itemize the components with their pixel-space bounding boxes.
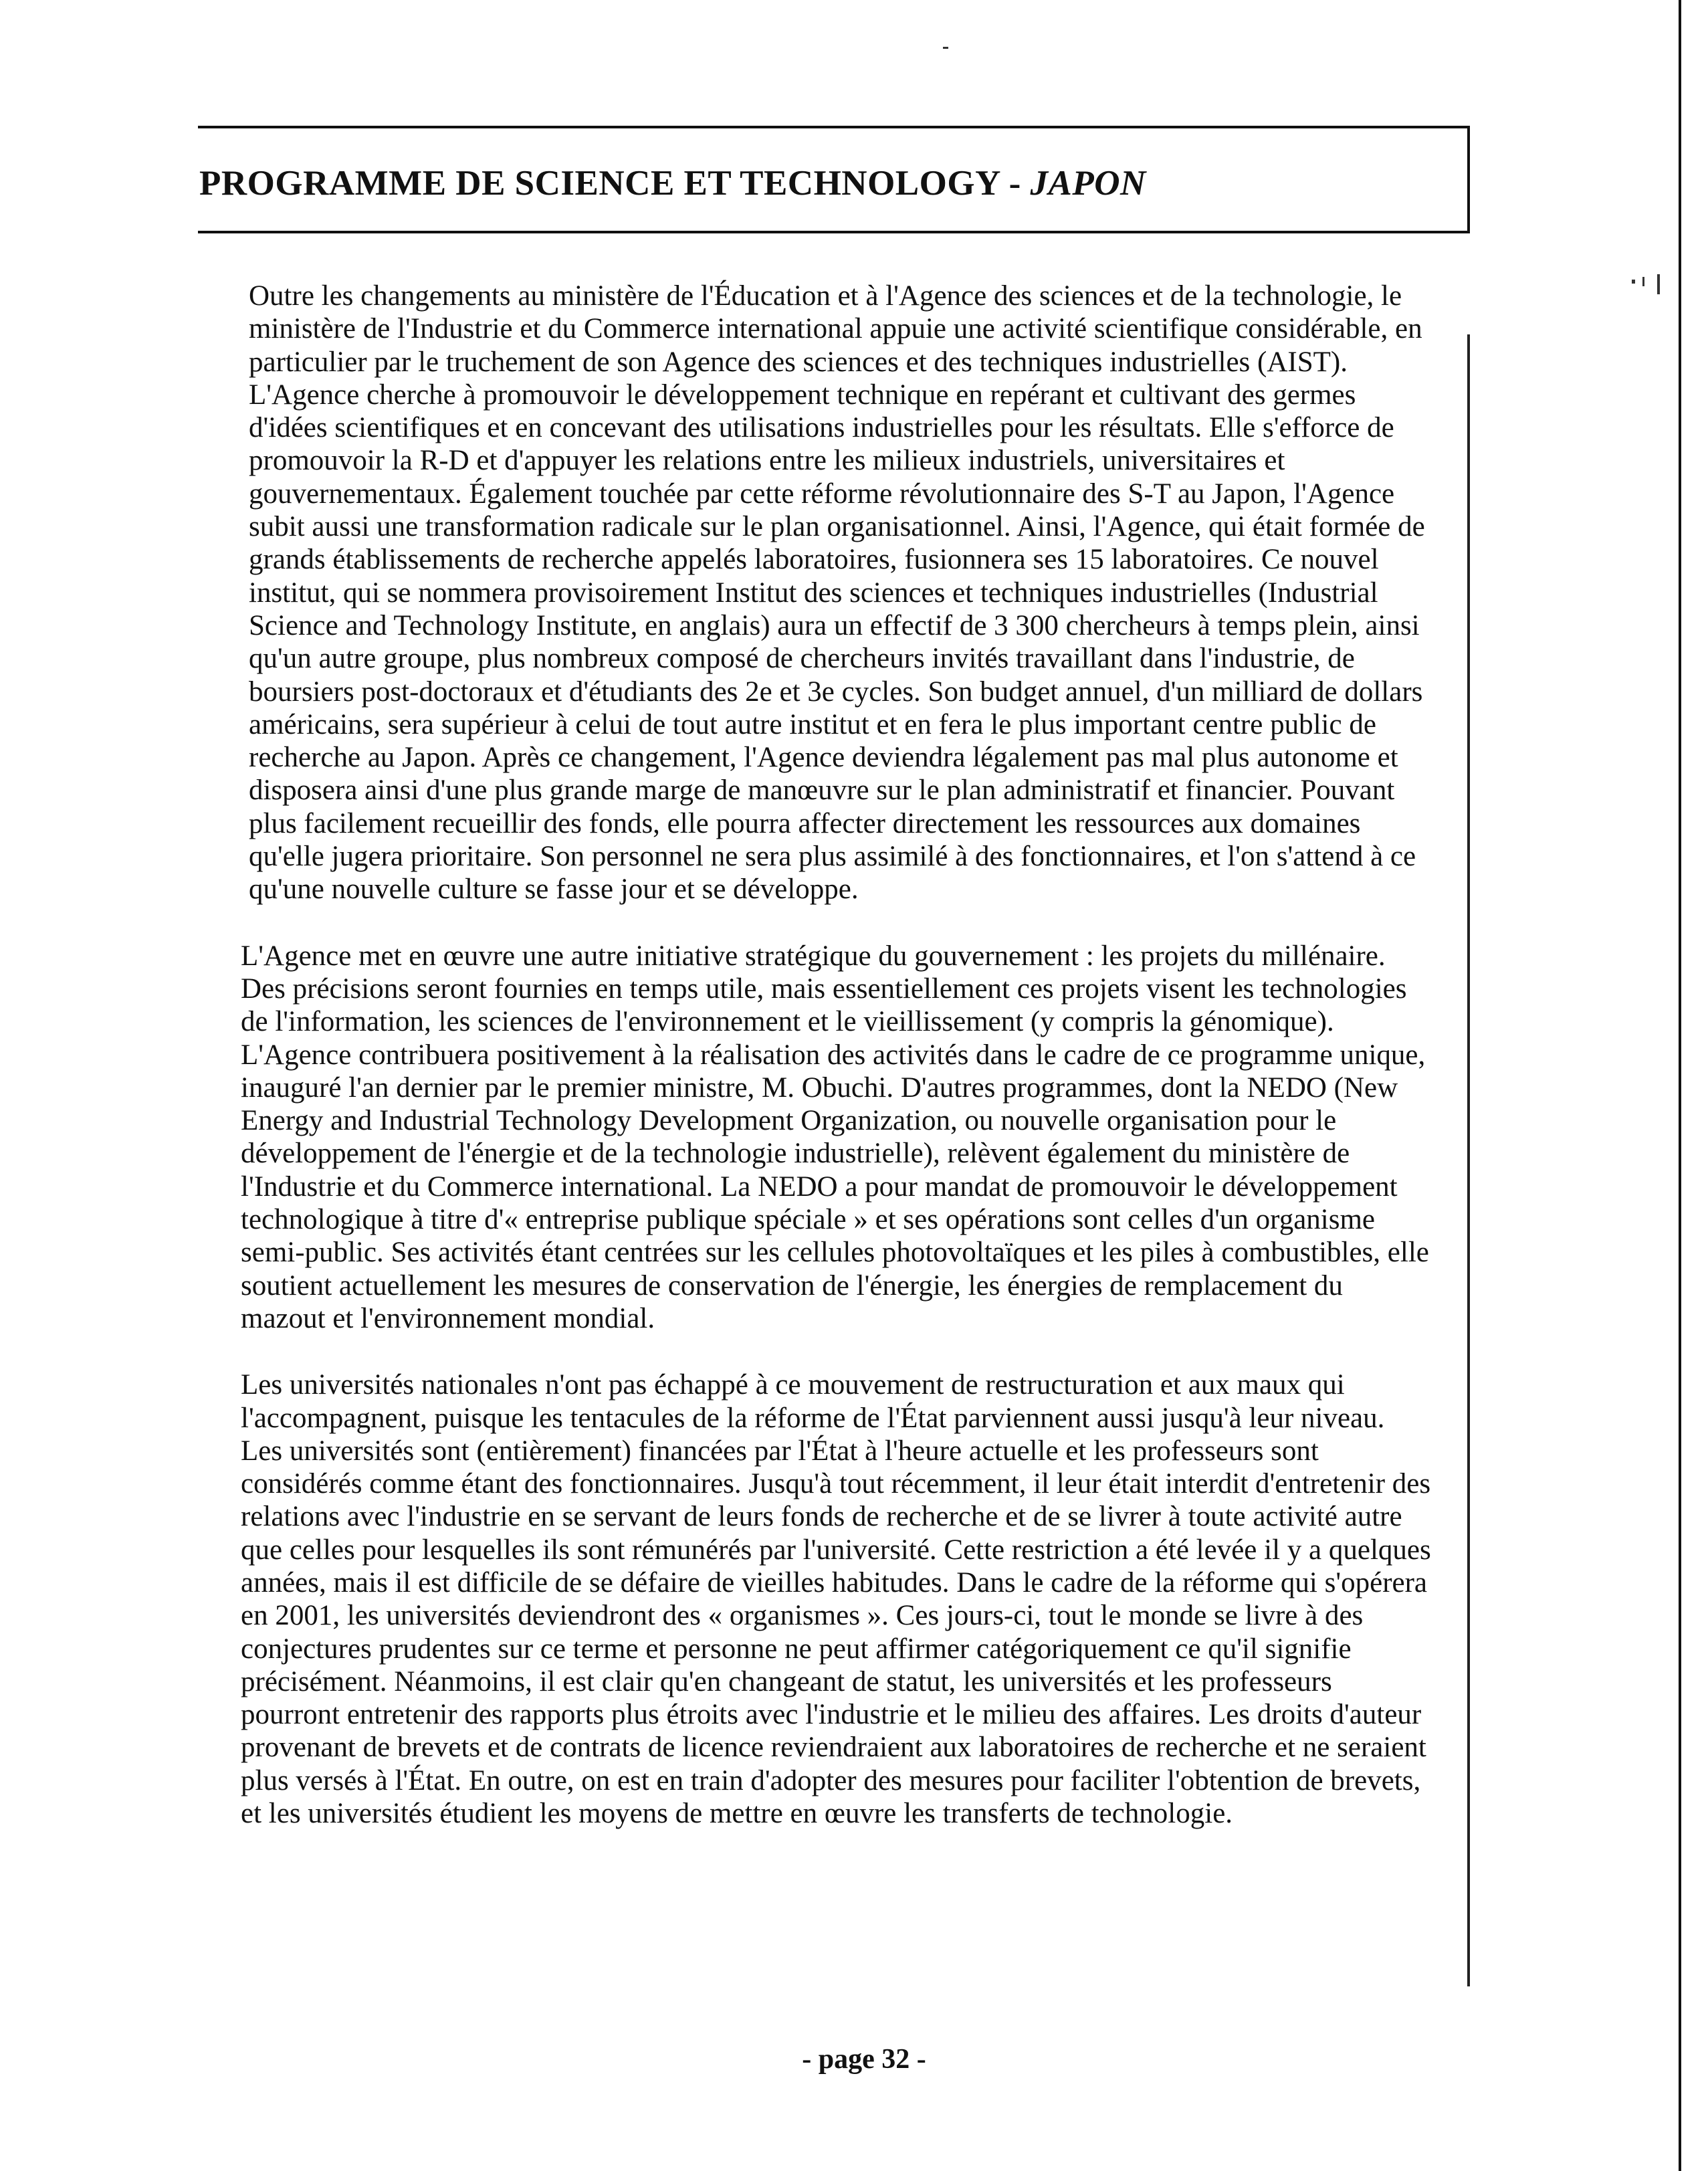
page-title-text: PROGRAMME DE SCIENCE ET TECHNOLOGY - xyxy=(199,164,1031,203)
page-title xyxy=(199,163,1146,203)
paragraph: Les universités nationales n'ont pas échappé à ce mouvement de restructuration et aux maux qui l'accompagnent, puisque les tentacules de la réforme de l'État parviennent aussi jusqu'à leur niveau. Les universités sont (entièrement) financées par l'État à l'heure actuelle et les professeurs sont considérés comme étant des fonctionnaires. Jusqu'à tout récemment, il leur était interdit d'entretenir des relations avec l'industrie en se servant de leurs fonds de recherche et de se livrer à toute activité autre que celles pour lesquelles ils sont rémunérés par l'université. Cette restriction a été levée il y a quelques années, mais il est difficile de se défaire de vieilles habitudes. Dans le cadre de la réforme qui s'opérera en 2001, les universités deviendront des « organismes ». Ces jours-ci, tout le monde se livre à des conjectures prudentes sur ce terme et personne ne peut affirmer catégoriquement ce qu'il signifie précisément. Néanmoins, il est clair qu'en changeant de statut, les universités et les professeurs pourront entretenir des rapports plus étroits avec l'industrie et le milieu des affaires. Les droits d'auteur provenant de brevets et de contrats de licence reviendraient aux laboratoires de recherche et ne seraient plus versés à l'État. En outre, on est en train d'adopter des mesures pour faciliter l'obtention de brevets, et les universités étudient les moyens de mettre en œuvre les transferts de technologie. xyxy=(241,1369,1431,1830)
scan-edge-line xyxy=(1679,0,1681,2171)
page-title-country: JAPON xyxy=(1030,164,1146,203)
header-rule-bottom xyxy=(198,231,1470,233)
header-rule-right xyxy=(1467,126,1470,233)
page-number: - page 32 - xyxy=(802,2044,926,2075)
scan-speck xyxy=(1657,274,1660,294)
paragraph: L'Agence met en œuvre une autre initiative stratégique du gouvernement : les projets du millénaire. Des précisions seront fournies en temps utile, mais essentiellement ces projets visent les technologies de l'information, les sciences de l'environnement et le vieillissement (y compris la génomique). L'Agence contribuera positivement à la réalisation des activités dans le cadre de ce programme unique, inauguré l'an dernier par le premier ministre, M. Obuchi. D'autres programmes, dont la NEDO (New Energy and Industrial Technology Development Organization, ou nouvelle organisation pour le développement de l'énergie et de la technologie industrielle), relèvent également du ministère de l'Industrie et du Commerce international. La NEDO a pour mandat de promouvoir le développement technologique à titre d'« entreprise publique spéciale » et ses opérations sont celles d'un organisme semi-public. Ses activités étant centrées sur les cellules photovoltaïques et les piles à combustibles, elle soutient actuellement les mesures de conservation de l'énergie, les énergies de remplacement du mazout et l'environnement mondial. xyxy=(241,940,1429,1334)
scan-speck xyxy=(943,47,948,49)
paragraph: Outre les changements au ministère de l'Éducation et à l'Agence des sciences et de la technologie, le ministère de l'Industrie et du Commerce international appuie une activité scientifique considérable, en particulier par le truchement de son Agence des sciences et des techniques industrielles (AIST). L'Agence cherche à promouvoir le développement technique en repérant et cultivant des germes d'idées scientifiques et en concevant des utilisations industrielles pour les résultats. Elle s'efforce de promouvoir la R-D et d'appuyer les relations entre les milieux industriels, universitaires et gouvernementaux. Également touchée par cette réforme révolutionnaire des S-T au Japon, l'Agence subit aussi une transformation radicale sur le plan organisationnel. Ainsi, l'Agence, qui était formée de grands établissements de recherche appelés laboratoires, fusionnera ses 15 laboratoires. Ce nouvel institut, qui se nommera provisoirement Institut des sciences et techniques industrielles (Industrial Science and Technology Institute, en anglais) aura un effectif de 3 300 chercheurs à temps plein, ainsi qu'un autre groupe, plus nombreux composé de chercheurs invités travaillant dans l'industrie, de boursiers post-doctoraux et d'étudiants des 2e et 3e cycles. Son budget annuel, d'un milliard de dollars américains, sera supérieur à celui de tout autre institut et en fera le plus important centre public de recherche au Japon. Après ce changement, l'Agence deviendra légalement pas mal plus autonome et disposera ainsi d'une plus grande marge de manœuvre sur le plan administratif et financier. Pouvant plus facilement recueillir des fonds, elle pourra affecter directement les ressources aux domaines qu'elle jugera prioritaire. Son personnel ne sera plus assimilé à des fonctionnaires, et l'on s'attend à ce qu'une nouvelle culture se fasse jour et se développe. xyxy=(249,280,1425,906)
header-rule-top xyxy=(198,126,1470,128)
margin-rule-right xyxy=(1467,334,1470,1986)
scan-speck xyxy=(1642,277,1644,286)
scan-speck xyxy=(1632,280,1635,284)
document-body xyxy=(241,280,1431,1830)
